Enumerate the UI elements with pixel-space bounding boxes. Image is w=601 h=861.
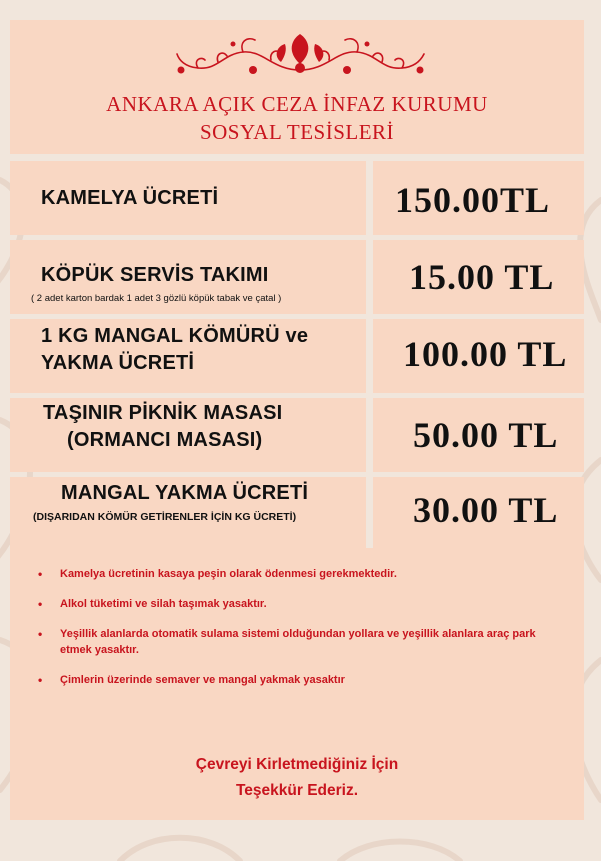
price-value: 15.00 TL [409, 257, 555, 297]
price-label-line2: (ORMANCI MASASI) [67, 429, 263, 451]
bullet-icon: • [38, 567, 43, 581]
page-title-line1: ANKARA AÇIK CEZA İNFAZ KURUMU [106, 92, 488, 116]
price-note: ( 2 adet karton bardak 1 adet 3 gözlü köpük tabak ve çatal ) [31, 293, 282, 304]
rule-text: Çimlerin üzerinde semaver ve mangal yakmak yasaktır [60, 674, 345, 686]
rules-list [38, 566, 568, 688]
price-row-label-cell [10, 319, 366, 393]
price-row-value-cell [373, 477, 584, 551]
floral-ornament-icon [173, 30, 428, 80]
bullet-icon: • [38, 597, 43, 611]
price-value: 50.00 TL [413, 415, 559, 455]
rule-item [38, 596, 568, 612]
price-value: 100.00 TL [403, 334, 568, 374]
price-row-value-cell [373, 319, 584, 393]
bullet-icon: • [38, 673, 43, 687]
price-label-line1: TAŞINIR PİKNİK MASASI [43, 402, 283, 424]
bullet-icon: • [38, 627, 43, 641]
price-row-label-cell [10, 240, 366, 314]
price-row-kopuk-servis [10, 240, 584, 314]
price-label: KÖPÜK SERVİS TAKIMI [41, 264, 269, 286]
rule-item [38, 672, 568, 688]
price-row-label-cell [10, 477, 366, 551]
rule-text: Alkol tüketimi ve silah taşımak yasaktır. [60, 598, 267, 610]
price-label-line1: 1 KG MANGAL KÖMÜRÜ ve [41, 325, 309, 347]
price-value: 30.00 TL [413, 490, 559, 530]
price-row-value-cell [373, 240, 584, 314]
price-row-value-cell [373, 161, 584, 235]
price-row-kamelya [10, 161, 584, 235]
price-row-mangal-yakma [10, 477, 584, 551]
rule-text: Yeşillik alanlarda otomatik sulama sistemi olduğundan yollara ve yeşillik alanlara araç park etmek yasaktır. [60, 628, 536, 656]
price-row-label-cell [10, 161, 366, 235]
price-label: KAMELYA ÜCRETİ [41, 187, 219, 209]
price-note: (DIŞARIDAN KÖMÜR GETİRENLER İÇİN KG ÜCRETİ) [33, 511, 297, 523]
rule-item [38, 626, 568, 658]
thanks-line1: Çevreyi Kirletmediğiniz İçin [195, 756, 399, 773]
price-label-line2: YAKMA ÜCRETİ [41, 352, 195, 374]
price-value: 150.00TL [395, 180, 551, 220]
rule-item [38, 566, 568, 582]
price-row-label-cell [10, 398, 366, 472]
price-row-mangal-komuru [10, 319, 584, 393]
price-label: MANGAL YAKMA ÜCRETİ [61, 482, 309, 504]
rule-text: Kamelya ücretinin kasaya peşin olarak ödenmesi gerekmektedir. [60, 568, 397, 580]
price-row-value-cell [373, 398, 584, 472]
page-title-line2: SOSYAL TESİSLERİ [199, 120, 395, 144]
price-row-piknik-masasi [10, 398, 584, 472]
thanks-line2: Teşekkür Ederiz. [235, 782, 359, 799]
